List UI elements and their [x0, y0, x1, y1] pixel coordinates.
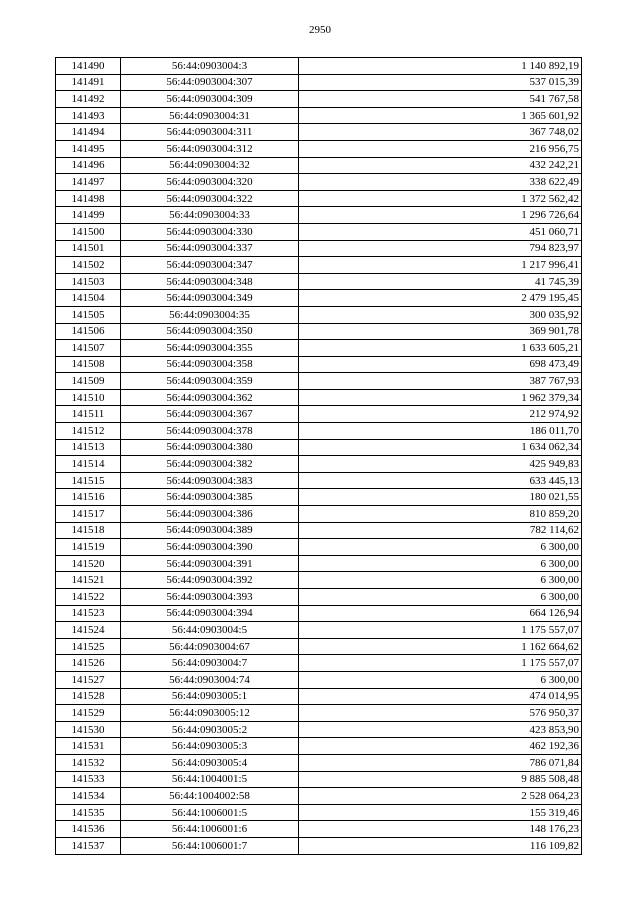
cadastral-number-cell: 56:44:0903004:385	[121, 489, 299, 506]
cadastral-number-cell: 56:44:1006001:6	[121, 821, 299, 838]
table-row	[56, 771, 582, 788]
cadastral-value-cell: 698 473,49	[299, 356, 582, 373]
cadastral-value-cell: 2 479 195,45	[299, 290, 582, 307]
cadastral-number-cell: 56:44:0903004:348	[121, 273, 299, 290]
row-number-cell: 141535	[56, 804, 121, 821]
cadastral-value-cell: 1 633 605,21	[299, 340, 582, 357]
cadastral-value-cell: 180 021,55	[299, 489, 582, 506]
table-row	[56, 207, 582, 224]
cadastral-value-cell: 1 162 664,62	[299, 638, 582, 655]
table-row	[56, 340, 582, 357]
row-number-cell: 141503	[56, 273, 121, 290]
table-row	[56, 323, 582, 340]
table-row	[56, 572, 582, 589]
cadastral-value-cell: 633 445,13	[299, 472, 582, 489]
table-body	[56, 58, 582, 855]
table-row	[56, 140, 582, 157]
table-row	[56, 655, 582, 672]
row-number-cell: 141512	[56, 423, 121, 440]
cadastral-number-cell: 56:44:0903004:33	[121, 207, 299, 224]
table-row	[56, 622, 582, 639]
row-number-cell: 141509	[56, 373, 121, 390]
table-row	[56, 356, 582, 373]
table-row	[56, 290, 582, 307]
cadastral-value-cell: 116 109,82	[299, 837, 582, 854]
table-row	[56, 788, 582, 805]
row-number-cell: 141519	[56, 539, 121, 556]
cadastral-number-cell: 56:44:0903004:312	[121, 140, 299, 157]
cadastral-value-cell: 338 622,49	[299, 174, 582, 191]
table-row	[56, 124, 582, 141]
cadastral-value-cell: 300 035,92	[299, 306, 582, 323]
cadastral-value-cell: 212 974,92	[299, 406, 582, 423]
cadastral-number-cell: 56:44:0903004:392	[121, 572, 299, 589]
cadastral-number-cell: 56:44:0903004:311	[121, 124, 299, 141]
row-number-cell: 141501	[56, 240, 121, 257]
row-number-cell: 141507	[56, 340, 121, 357]
cadastral-number-cell: 56:44:0903004:309	[121, 91, 299, 108]
table-row	[56, 190, 582, 207]
table-row	[56, 306, 582, 323]
cadastral-value-cell: 6 300,00	[299, 589, 582, 606]
row-number-cell: 141497	[56, 174, 121, 191]
cadastral-number-cell: 56:44:0903004:307	[121, 74, 299, 91]
cadastral-number-cell: 56:44:0903004:393	[121, 589, 299, 606]
table-row	[56, 472, 582, 489]
cadastral-number-cell: 56:44:0903005:2	[121, 721, 299, 738]
table-row	[56, 705, 582, 722]
cadastral-number-cell: 56:44:0903004:322	[121, 190, 299, 207]
cadastral-value-cell: 576 950,37	[299, 705, 582, 722]
cadastral-value-cell: 541 767,58	[299, 91, 582, 108]
table-row	[56, 389, 582, 406]
cadastral-value-cell: 537 015,39	[299, 74, 582, 91]
cadastral-number-cell: 56:44:0903004:386	[121, 506, 299, 523]
cadastral-value-cell: 462 192,36	[299, 738, 582, 755]
table-row	[56, 273, 582, 290]
row-number-cell: 141491	[56, 74, 121, 91]
cadastral-value-cell: 1 217 996,41	[299, 257, 582, 274]
cadastral-value-cell: 1 140 892,19	[299, 58, 582, 75]
row-number-cell: 141495	[56, 140, 121, 157]
cadastral-number-cell: 56:44:0903004:350	[121, 323, 299, 340]
cadastral-value-cell: 155 319,46	[299, 804, 582, 821]
cadastral-value-cell: 6 300,00	[299, 555, 582, 572]
cadastral-number-cell: 56:44:0903004:7	[121, 655, 299, 672]
cadastral-value-cell: 2 528 064,23	[299, 788, 582, 805]
cadastral-number-cell: 56:44:1006001:7	[121, 837, 299, 854]
cadastral-value-cell: 367 748,02	[299, 124, 582, 141]
cadastral-value-cell: 1 372 562,42	[299, 190, 582, 207]
table-row	[56, 522, 582, 539]
table-row	[56, 738, 582, 755]
table-row	[56, 721, 582, 738]
row-number-cell: 141536	[56, 821, 121, 838]
cadastral-value-cell: 1 962 379,34	[299, 389, 582, 406]
table-row	[56, 605, 582, 622]
cadastral-value-cell: 786 071,84	[299, 754, 582, 771]
cadastral-number-cell: 56:44:0903004:349	[121, 290, 299, 307]
row-number-cell: 141524	[56, 622, 121, 639]
cadastral-value-cell: 6 300,00	[299, 539, 582, 556]
row-number-cell: 141522	[56, 589, 121, 606]
row-number-cell: 141506	[56, 323, 121, 340]
table-row	[56, 589, 582, 606]
cadastral-number-cell: 56:44:0903004:359	[121, 373, 299, 390]
table-row	[56, 74, 582, 91]
cadastral-value-cell: 216 956,75	[299, 140, 582, 157]
table-row	[56, 506, 582, 523]
row-number-cell: 141521	[56, 572, 121, 589]
cadastral-number-cell: 56:44:0903004:5	[121, 622, 299, 639]
cadastral-number-cell: 56:44:0903004:358	[121, 356, 299, 373]
row-number-cell: 141515	[56, 472, 121, 489]
table-row	[56, 539, 582, 556]
table-row	[56, 157, 582, 174]
cadastral-value-cell: 41 745,39	[299, 273, 582, 290]
table-row	[56, 821, 582, 838]
cadastral-number-cell: 56:44:0903005:4	[121, 754, 299, 771]
row-number-cell: 141511	[56, 406, 121, 423]
row-number-cell: 141504	[56, 290, 121, 307]
cadastral-value-cell: 1 296 726,64	[299, 207, 582, 224]
cadastral-number-cell: 56:44:0903004:382	[121, 456, 299, 473]
cadastral-value-cell: 423 853,90	[299, 721, 582, 738]
cadastral-number-cell: 56:44:0903005:12	[121, 705, 299, 722]
row-number-cell: 141510	[56, 389, 121, 406]
cadastral-number-cell: 56:44:0903004:389	[121, 522, 299, 539]
cadastral-value-cell: 810 859,20	[299, 506, 582, 523]
row-number-cell: 141528	[56, 688, 121, 705]
cadastral-number-cell: 56:44:1004001:5	[121, 771, 299, 788]
cadastral-number-cell: 56:44:1006001:5	[121, 804, 299, 821]
cadastral-number-cell: 56:44:0903004:35	[121, 306, 299, 323]
cadastral-number-cell: 56:44:0903005:1	[121, 688, 299, 705]
row-number-cell: 141493	[56, 107, 121, 124]
cadastral-number-cell: 56:44:0903004:320	[121, 174, 299, 191]
cadastral-value-cell: 186 011,70	[299, 423, 582, 440]
table-row	[56, 240, 582, 257]
cadastral-value-cell: 6 300,00	[299, 572, 582, 589]
table-row	[56, 223, 582, 240]
cadastral-number-cell: 56:44:0903004:347	[121, 257, 299, 274]
row-number-cell: 141505	[56, 306, 121, 323]
row-number-cell: 141499	[56, 207, 121, 224]
row-number-cell: 141502	[56, 257, 121, 274]
table-row	[56, 837, 582, 854]
cadastral-value-cell: 664 126,94	[299, 605, 582, 622]
table-row	[56, 754, 582, 771]
table-row	[56, 456, 582, 473]
row-number-cell: 141531	[56, 738, 121, 755]
cadastral-value-cell: 1 365 601,92	[299, 107, 582, 124]
row-number-cell: 141508	[56, 356, 121, 373]
cadastral-number-cell: 56:44:0903004:355	[121, 340, 299, 357]
row-number-cell: 141498	[56, 190, 121, 207]
row-number-cell: 141532	[56, 754, 121, 771]
table-row	[56, 439, 582, 456]
row-number-cell: 141530	[56, 721, 121, 738]
table-row	[56, 671, 582, 688]
cadastral-value-cell: 148 176,23	[299, 821, 582, 838]
cadastral-number-cell: 56:44:0903004:380	[121, 439, 299, 456]
table-row	[56, 555, 582, 572]
table-row	[56, 107, 582, 124]
cadastral-value-cell: 794 823,97	[299, 240, 582, 257]
cadastral-number-cell: 56:44:0903004:390	[121, 539, 299, 556]
cadastral-value-cell: 369 901,78	[299, 323, 582, 340]
cadastral-number-cell: 56:44:0903004:383	[121, 472, 299, 489]
page-number: 2950	[309, 24, 331, 36]
cadastral-value-cell: 6 300,00	[299, 671, 582, 688]
table-row	[56, 406, 582, 423]
cadastral-value-cell: 451 060,71	[299, 223, 582, 240]
row-number-cell: 141496	[56, 157, 121, 174]
cadastral-number-cell: 56:44:0903004:31	[121, 107, 299, 124]
cadastral-number-cell: 56:44:0903004:330	[121, 223, 299, 240]
cadastral-number-cell: 56:44:0903004:67	[121, 638, 299, 655]
cadastral-value-cell: 9 885 508,48	[299, 771, 582, 788]
row-number-cell: 141514	[56, 456, 121, 473]
cadastral-number-cell: 56:44:0903004:3	[121, 58, 299, 75]
row-number-cell: 141490	[56, 58, 121, 75]
cadastral-number-cell: 56:44:0903004:74	[121, 671, 299, 688]
row-number-cell: 141516	[56, 489, 121, 506]
row-number-cell: 141520	[56, 555, 121, 572]
cadastral-number-cell: 56:44:0903004:32	[121, 157, 299, 174]
row-number-cell: 141526	[56, 655, 121, 672]
row-number-cell: 141517	[56, 506, 121, 523]
row-number-cell: 141500	[56, 223, 121, 240]
cadastral-number-cell: 56:44:0903004:362	[121, 389, 299, 406]
row-number-cell: 141533	[56, 771, 121, 788]
row-number-cell: 141492	[56, 91, 121, 108]
table-row	[56, 91, 582, 108]
cadastral-value-cell: 432 242,21	[299, 157, 582, 174]
row-number-cell: 141529	[56, 705, 121, 722]
cadastral-number-cell: 56:44:0903004:337	[121, 240, 299, 257]
cadastral-number-cell: 56:44:0903004:378	[121, 423, 299, 440]
cadastral-value-cell: 425 949,83	[299, 456, 582, 473]
cadastral-number-cell: 56:44:0903004:391	[121, 555, 299, 572]
row-number-cell: 141494	[56, 124, 121, 141]
table-row	[56, 423, 582, 440]
row-number-cell: 141518	[56, 522, 121, 539]
row-number-cell: 141513	[56, 439, 121, 456]
table-row	[56, 688, 582, 705]
cadastral-value-cell: 474 014,95	[299, 688, 582, 705]
cadastral-number-cell: 56:44:1004002:58	[121, 788, 299, 805]
table-row	[56, 174, 582, 191]
table-row	[56, 489, 582, 506]
row-number-cell: 141537	[56, 837, 121, 854]
row-number-cell: 141523	[56, 605, 121, 622]
cadastral-value-cell: 387 767,93	[299, 373, 582, 390]
table-row	[56, 373, 582, 390]
table-row	[56, 58, 582, 75]
row-number-cell: 141534	[56, 788, 121, 805]
cadastral-value-cell: 1 175 557,07	[299, 622, 582, 639]
cadastral-number-cell: 56:44:0903005:3	[121, 738, 299, 755]
table-row	[56, 257, 582, 274]
cadastral-number-cell: 56:44:0903004:367	[121, 406, 299, 423]
row-number-cell: 141527	[56, 671, 121, 688]
cadastral-value-cell: 1 634 062,34	[299, 439, 582, 456]
cadastral-value-table	[55, 57, 582, 855]
cadastral-number-cell: 56:44:0903004:394	[121, 605, 299, 622]
row-number-cell: 141525	[56, 638, 121, 655]
cadastral-value-cell: 1 175 557,07	[299, 655, 582, 672]
table-row	[56, 804, 582, 821]
cadastral-value-cell: 782 114,62	[299, 522, 582, 539]
table-row	[56, 638, 582, 655]
